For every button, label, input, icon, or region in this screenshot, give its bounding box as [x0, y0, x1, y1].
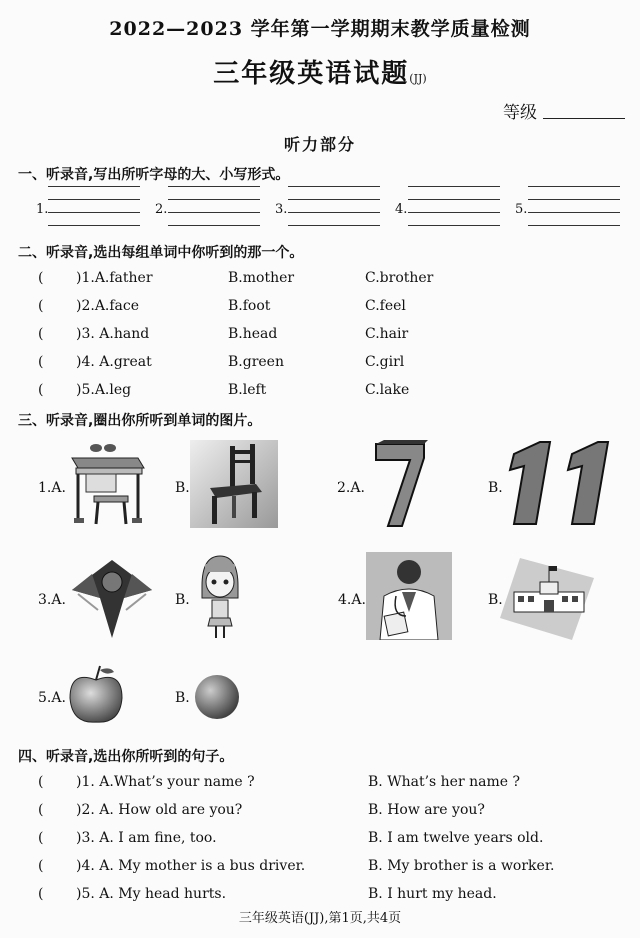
kite-icon[interactable]	[68, 554, 156, 640]
option-c: C.hair	[365, 326, 409, 342]
q1-number: 2.	[155, 202, 168, 217]
school-icon[interactable]	[500, 548, 594, 644]
grade-label: 等级	[503, 103, 537, 123]
option-c: C.brother	[365, 270, 434, 286]
option-a: )5.A.leg	[76, 382, 132, 398]
sentence-b: B. My brother is a worker.	[368, 858, 555, 874]
q1-line[interactable]	[48, 212, 140, 213]
edition-tag: (JJ)	[409, 72, 427, 85]
answer-paren[interactable]: (	[38, 774, 44, 790]
q1-line[interactable]	[48, 225, 140, 226]
q1-line[interactable]	[408, 199, 500, 200]
answer-paren[interactable]: (	[38, 382, 44, 398]
sentence-a: )4. A. My mother is a bus driver.	[76, 858, 306, 874]
orange-icon[interactable]	[192, 672, 242, 722]
desk-icon[interactable]	[66, 438, 146, 530]
q1-line[interactable]	[408, 212, 500, 213]
q1-line[interactable]	[168, 225, 260, 226]
seven-icon[interactable]	[370, 440, 430, 530]
option-c: C.feel	[365, 298, 406, 314]
q1-heading: 一、听录音,写出所听字母的大、小写形式。	[18, 167, 290, 183]
listening-section-title: 听力部分	[283, 135, 356, 154]
pic-label: B.	[175, 592, 190, 608]
doctor-icon[interactable]	[366, 552, 452, 640]
answer-paren[interactable]: (	[38, 802, 44, 818]
exam-title-line2	[0, 53, 640, 90]
q3-heading: 三、听录音,圈出你所听到单词的图片。	[18, 413, 262, 429]
exam-title-line1: 2022—2023 学年第一学期期末教学质量检测	[109, 18, 531, 40]
option-b: B.left	[228, 382, 267, 398]
q1-line[interactable]	[408, 186, 500, 187]
answer-paren[interactable]: (	[38, 830, 44, 846]
option-b: B.head	[228, 326, 278, 342]
answer-paren[interactable]: (	[38, 354, 44, 370]
option-a: )3. A.hand	[76, 326, 150, 342]
q2-heading: 二、听录音,选出每组单词中你听到的那一个。	[18, 245, 304, 261]
exam-subject-title: 三年级英语试题	[213, 59, 410, 89]
answer-paren[interactable]: (	[38, 326, 44, 342]
q1-line[interactable]	[288, 225, 380, 226]
q1-line[interactable]	[168, 212, 260, 213]
pic-label: 5.A.	[38, 690, 66, 706]
pic-label: 2.A.	[337, 480, 365, 496]
answer-paren[interactable]: (	[38, 858, 44, 874]
pic-label: B.	[175, 480, 190, 496]
pic-label: B.	[488, 480, 503, 496]
apple-icon[interactable]	[66, 664, 126, 726]
sentence-a: )1. A.What’s your name ?	[76, 774, 255, 790]
q1-line[interactable]	[288, 212, 380, 213]
sentence-a: )3. A. I am fine, too.	[76, 830, 217, 846]
pic-label: 4.A.	[338, 592, 366, 608]
q1-line[interactable]	[528, 186, 620, 187]
option-b: B.mother	[228, 270, 295, 286]
pic-label: 1.A.	[38, 480, 66, 496]
sentence-b: B. How are you?	[368, 802, 485, 818]
option-b: B.green	[228, 354, 284, 370]
q1-line[interactable]	[168, 186, 260, 187]
pic-label: 3.A.	[38, 592, 66, 608]
sentence-a: )5. A. My head hurts.	[76, 886, 227, 902]
q1-number: 3.	[275, 202, 288, 217]
eleven-icon[interactable]	[500, 438, 616, 530]
q1-line[interactable]	[168, 199, 260, 200]
option-c: C.girl	[365, 354, 405, 370]
q1-line[interactable]	[408, 225, 500, 226]
option-a: )1.A.father	[76, 270, 153, 286]
pic-label: B.	[488, 592, 503, 608]
option-a: )4. A.great	[76, 354, 152, 370]
chair-icon[interactable]	[190, 440, 278, 528]
sentence-a: )2. A. How old are you?	[76, 802, 243, 818]
girl-icon[interactable]	[196, 552, 244, 642]
option-b: B.foot	[228, 298, 271, 314]
q1-number: 5.	[515, 202, 528, 217]
answer-paren[interactable]: (	[38, 298, 44, 314]
answer-paren[interactable]: (	[38, 886, 44, 902]
q1-number: 1.	[36, 202, 49, 217]
page-footer: 三年级英语(JJ),第1页,共4页	[238, 911, 402, 926]
q1-number: 4.	[395, 202, 408, 217]
q1-line[interactable]	[48, 186, 140, 187]
answer-paren[interactable]: (	[38, 270, 44, 286]
option-c: C.lake	[365, 382, 410, 398]
q4-heading: 四、听录音,选出你所听到的句子。	[18, 749, 234, 765]
q1-line[interactable]	[288, 186, 380, 187]
option-a: )2.A.face	[76, 298, 140, 314]
q1-line[interactable]	[288, 199, 380, 200]
pic-label: B.	[175, 690, 190, 706]
q1-line[interactable]	[528, 199, 620, 200]
q1-line[interactable]	[528, 212, 620, 213]
q1-line[interactable]	[528, 225, 620, 226]
grade-blank[interactable]	[543, 118, 625, 119]
sentence-b: B. I am twelve years old.	[368, 830, 544, 846]
sentence-b: B. What’s her name ?	[368, 774, 520, 790]
q1-line[interactable]	[48, 199, 140, 200]
sentence-b: B. I hurt my head.	[368, 886, 497, 902]
